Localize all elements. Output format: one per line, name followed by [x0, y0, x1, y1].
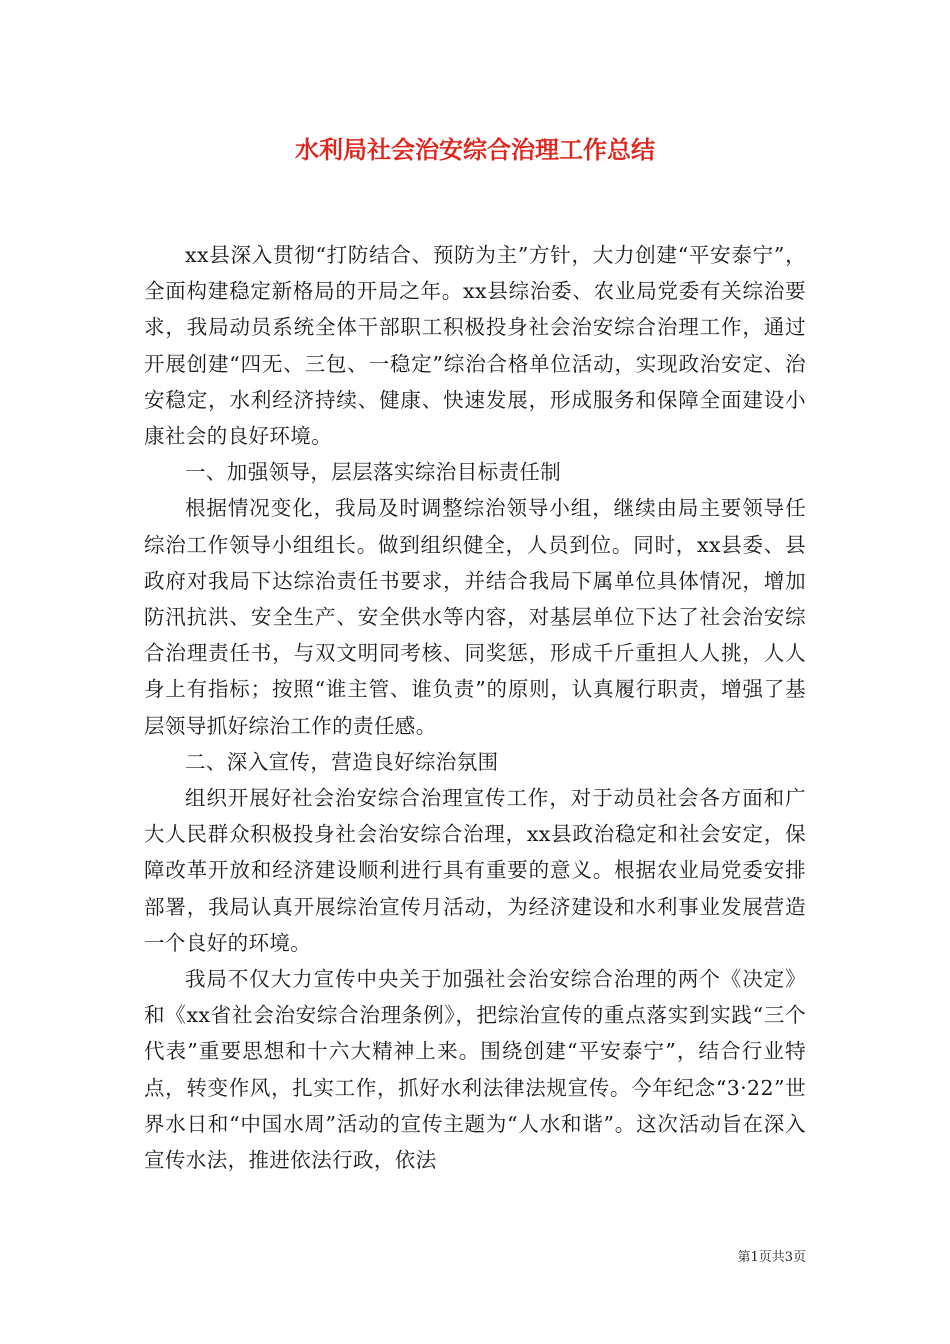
- body-paragraph: 组织开展好社会治安综合治理宣传工作，对于动员社会各方面和广大人民群众积极投身社会治安综合治理，xx县政治稳定和社会安定，保障改革开放和经济建设顺利进行具有重要的意义。根据农业局党委安排部署，我局认真开展综治宣传月活动，为经济建设和水利事业发展营造一个良好的环境。: [144, 786, 806, 955]
- document-title: 水利局社会治安综合治理工作总结: [295, 136, 655, 164]
- document-body: [144, 237, 806, 1178]
- body-paragraph: 根据情况变化，我局及时调整综治领导小组，继续由局主要领导任综治工作领导小组组长。做到组织健全，人员到位。同时，xx县委、县政府对我局下达综治责任书要求，并结合我局下属单位具体情况，增加防汛抗洪、安全生产、安全供水等内容，对基层单位下达了社会治安综合治理责任书，与双文明同考核、同奖惩，形成千斤重担人人挑，人人身上有指标；按照“谁主管、谁负责”的原则，认真履行职责，增强了基层领导抓好综治工作的责任感。: [144, 496, 806, 738]
- page-number: 第1页共3页: [737, 1250, 806, 1265]
- section-heading: 一、加强领导，层层落实综治目标责任制: [185, 460, 562, 485]
- body-paragraph: 我局不仅大力宣传中央关于加强社会治安综合治理的两个《决定》和《xx省社会治安综合治理条例》，把综治宣传的重点落实到实践“三个代表”重要思想和十六大精神上来。围绕创建“平安泰宁”，结合行业特点，转变作风，扎实工作，抓好水利法律法规宣传。今年纪念“3·22”世界水日和“中国水周”活动的宣传主题为“人水和谐”。这次活动旨在深入宣传水法，推进依法行政，依法: [144, 967, 806, 1173]
- section-heading: 二、深入宣传，营造良好综治氛围: [185, 749, 499, 774]
- body-paragraph: xx县深入贯彻“打防结合、预防为主”方针，大力创建“平安泰宁”，全面构建稳定新格局的开局之年。xx县综治委、农业局党委有关综治要求，我局动员系统全体干部职工积极投身社会治安综合治理工作，通过开展创建“四无、三包、一稳定”综治合格单位活动，实现政治安定、治安稳定，水利经济持续、健康、快速发展，形成服务和保障全面建设小康社会的良好环境。: [144, 243, 806, 449]
